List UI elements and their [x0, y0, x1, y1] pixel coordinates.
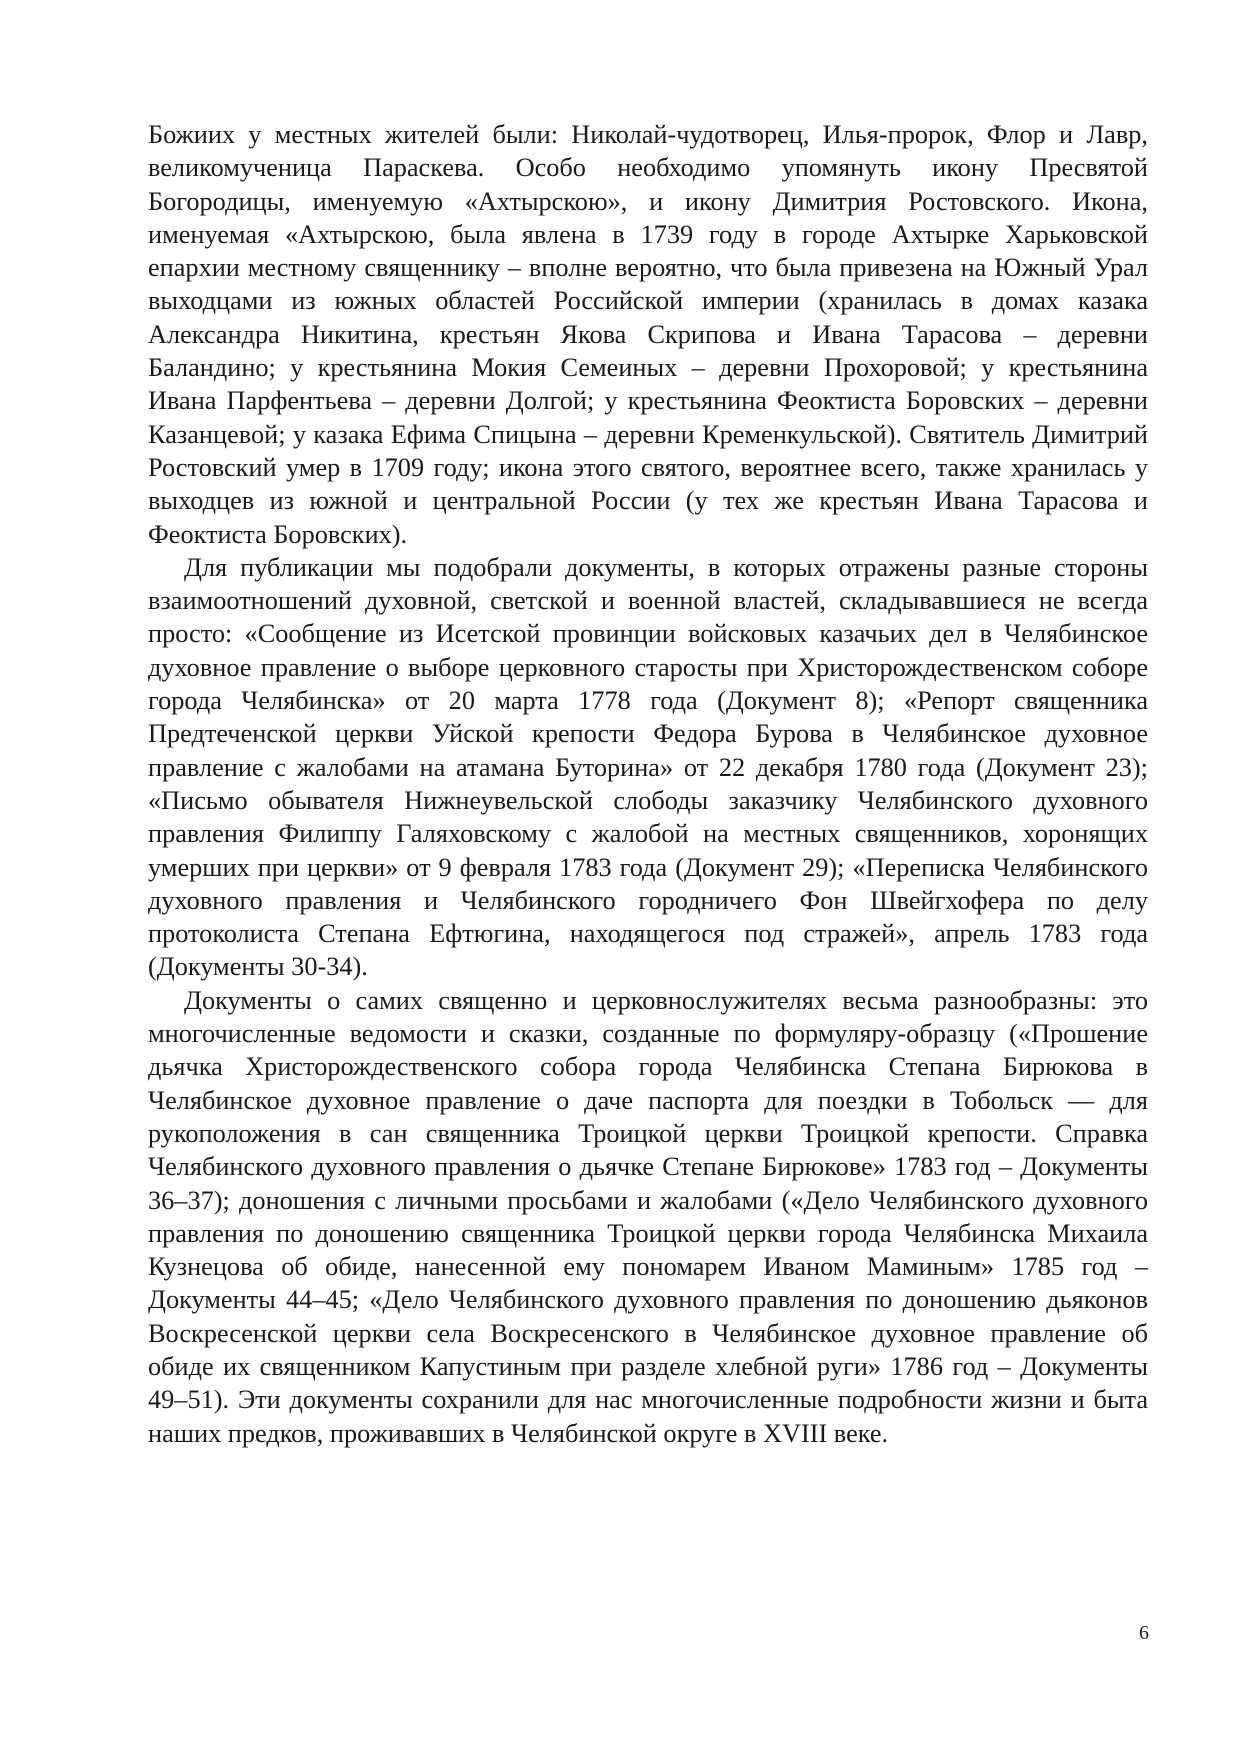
page-number: 6	[1139, 1622, 1149, 1644]
document-page	[148, 118, 1148, 1450]
paragraph-publication-documents: Для публикации мы подобрали документы, в которых отражены разные стороны взаимоотношений духовной, светской и военной властей, складывавшиеся не всегда просто: «Сообщение из Исетской провинции войсковых казачьих дел в Челябинское духовное правление о выборе церковного старосты при Христорождественском соборе города Челябинска» от 20 марта 1778 года (Документ 8); «Репорт священника Предтеченской церкви Уйской крепости Федора Бурова в Челябинское духовное правление с жалобами на атамана Буторина» от 22 декабря 1780 года (Документ 23); «Письмо обывателя Нижнеувельской слободы заказчику Челябинского духовного правления Филиппу Галяховскому с жалобой на местных священников, хоронящих умерших при церкви» от 9 февраля 1783 года (Документ 29); «Переписка Челябинского духовного правления и Челябинского городничего Фон Швейгхофера по делу протоколиста Степана Ефтюгина, находящегося под стражей», апрель 1783 года (Документы 30-34).	[148, 552, 1148, 982]
paragraph-continuation: Божиих у местных жителей были: Николай-чудотворец, Илья-пророк, Флор и Лавр, великомученица Параскева. Особо необходимо упомянуть икону Пресвятой Богородицы, именуемую «Ахтырскою», и икону Димитрия Ростовского. Икона, именуемая «Ахтырскою, была явлена в 1739 году в городе Ахтырке Харьковской епархии местному священнику – вполне вероятно, что была привезена на Южный Урал выходцами из южных областей Российской империи (хранилась в домах казака Александра Никитина, крестьян Якова Скрипова и Ивана Тарасова – деревни Баландино; у крестьянина Мокия Семеиных – деревни Прохоровой; у крестьянина Ивана Парфентьева – деревни Долгой; у крестьянина Феоктиста Боровских – деревни Казанцевой; у казака Ефима Спицына – деревни Кременкульской). Святитель Димитрий Ростовский умер в 1709 году; икона этого святого, вероятнее всего, также хранилась у выходцев из южной и центральной России (у тех же крестьян Ивана Тарасова и Феоктиста Боровских).	[148, 120, 1148, 549]
paragraph-clergy-documents: Документы о самих священно и церковнослужителях весьма разнообразны: это многочисленные ведомости и сказки, созданные по формуляру-образцу («Прошение дьячка Христорождественского собора города Челябинска Степана Бирюкова в Челябинское духовное правление о даче паспорта для поездки в Тобольск — для рукоположения в сан священника Троицкой церкви Троицкой крепости. Справка Челябинского духовного правления о дьячке Степане Бирюкове» 1783 год – Документы 36–37); доношения с личными просьбами и жалобами («Дело Челябинского духовного правления по доношению священника Троицкой церкви города Челябинска Михаила Кузнецова об обиде, нанесенной ему пономарем Иваном Маминым» 1785 год – Документы 44–45; «Дело Челябинского духовного правления по доношению дьяконов Воскресенской церкви села Воскресенского в Челябинское духовное правление об обиде их священником Капустиным при разделе хлебной руги» 1786 год – Документы 49–51). Эти документы сохранили для нас многочисленные подробности жизни и быта наших предков, проживавших в Челябинской округе в XVIII веке.	[148, 985, 1148, 1448]
